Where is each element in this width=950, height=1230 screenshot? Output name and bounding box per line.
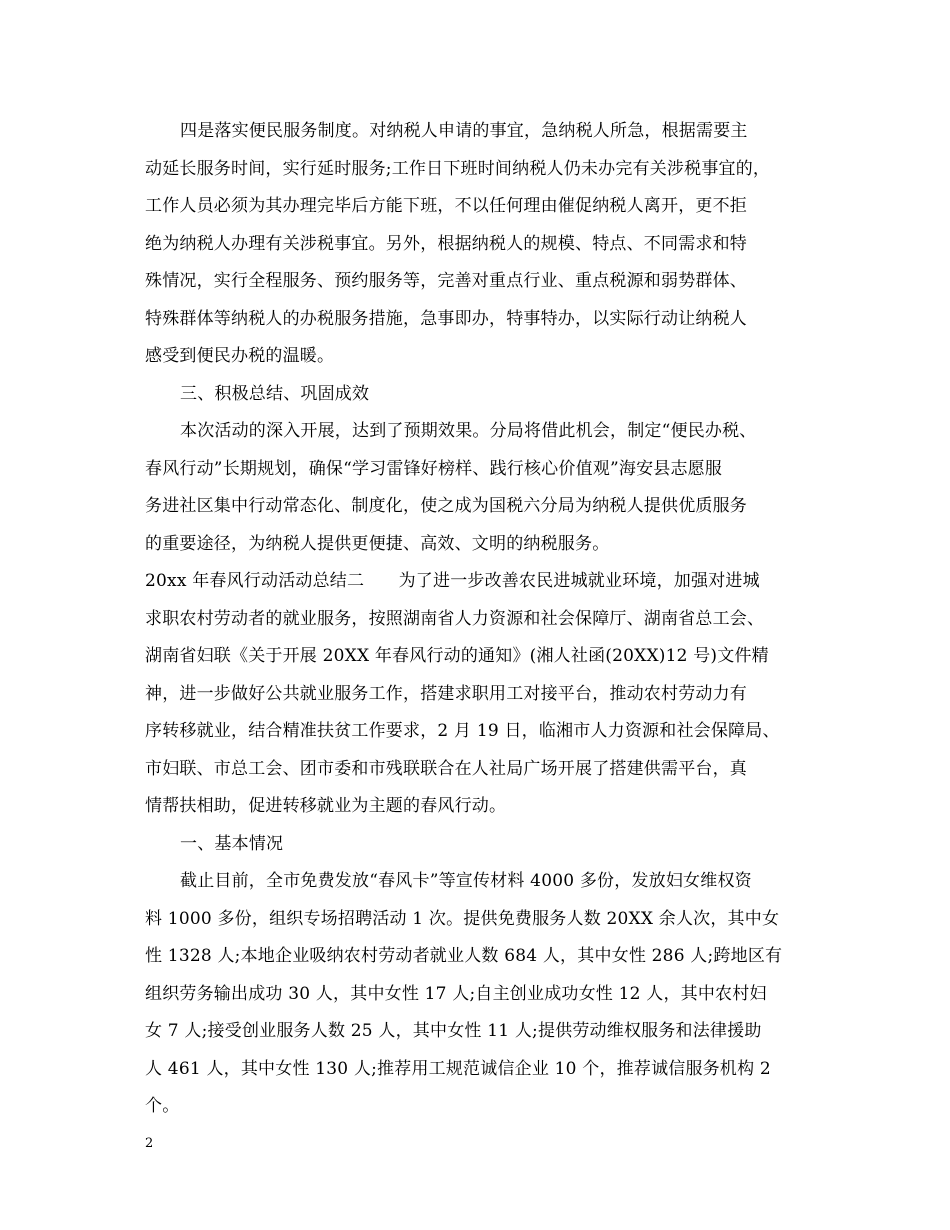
paragraph-line: 料 1000 多份，组织专场招聘活动 1 次。提供免费服务人数 20XX 余人次，其中女: [145, 909, 780, 929]
paragraph-line: 本次活动的深入开展，达到了预期效果。分局将借此机会，制定“便民办税、: [180, 421, 757, 441]
paragraph-line: 情帮扶相助，促进转移就业为主题的春风行动。: [145, 796, 507, 816]
section-heading: 一、基本情况: [180, 834, 284, 854]
paragraph-line: 组织劳务输出成功 30 人，其中女性 17 人;自主创业成功女性 12 人，其中农村妇: [145, 984, 767, 1004]
paragraph-line: 截止目前，全市免费发放“春风卡”等宣传材料 4000 多份，发放妇女维权资: [180, 871, 752, 891]
paragraph-line: 的重要途径，为纳税人提供更便捷、高效、文明的纳税服务。: [145, 534, 610, 554]
paragraph-line: 殊情况，实行全程服务、预约服务等，完善对重点行业、重点税源和弱势群体、: [145, 271, 747, 291]
paragraph-line: 序转移就业，结合精准扶贫工作要求，2 月 19 日，临湘市人力资源和社会保障局、: [145, 721, 780, 741]
paragraph-line: 求职农村劳动者的就业服务，按照湖南省人力资源和社会保障厅、湖南省总工会、: [145, 609, 765, 629]
paragraph-line: 动延长服务时间，实行延时服务;工作日下班时间纳税人仍未办完有关涉税事宜的，: [145, 159, 771, 179]
paragraph-line: 务进社区集中行动常态化、制度化，使之成为国税六分局为纳税人提供优质服务: [145, 496, 747, 516]
paragraph-line: 女 7 人;接受创业服务人数 25 人，其中女性 11 人;提供劳动维权服务和法律援助: [145, 1021, 762, 1041]
paragraph-line: 个。: [145, 1096, 180, 1116]
paragraph-line: 绝为纳税人办理有关涉税事宜。另外，根据纳税人的规模、特点、不同需求和特: [145, 234, 747, 254]
paragraph-line: 人 461 人，其中女性 130 人;推荐用工规范诚信企业 10 个，推荐诚信服务机构 2: [145, 1059, 771, 1079]
paragraph-line: 工作人员必须为其办理完毕后方能下班，不以任何理由催促纳税人离开，更不拒: [145, 196, 747, 216]
paragraph-line: 感受到便民办税的温暖。: [145, 346, 335, 366]
paragraph-line: 市妇联、市总工会、团市委和市残联联合在人社局广场开展了搭建供需平台，真: [145, 759, 747, 779]
paragraph-line: 性 1328 人;本地企业吸纳农村劳动者就业人数 684 人，其中女性 286 人;跨地区有: [145, 946, 783, 966]
paragraph-line: 春风行动”长期规划，确保“学习雷锋好榜样、践行核心价值观”海安县志愿服: [145, 459, 723, 479]
paragraph-line: 四是落实便民服务制度。对纳税人申请的事宜，急纳税人所急，根据需要主: [180, 121, 748, 141]
paragraph-line: 神，进一步做好公共就业服务工作，搭建求职用工对接平台，推动农村劳动力有: [145, 684, 747, 704]
paragraph-line: 湖南省妇联《关于开展 20XX 年春风行动的通知》(湘人社函(20XX)12 号)文件精: [145, 646, 769, 666]
section-heading: 三、积极总结、巩固成效: [180, 384, 370, 404]
paragraph-line: 20xx 年春风行动活动总结二 为了进一步改善农民进城就业环境，加强对进城: [145, 571, 760, 591]
paragraph-line: 特殊群体等纳税人的办税服务措施，急事即办，特事特办，以实际行动让纳税人: [145, 309, 747, 329]
page-number: 2: [145, 1136, 154, 1151]
